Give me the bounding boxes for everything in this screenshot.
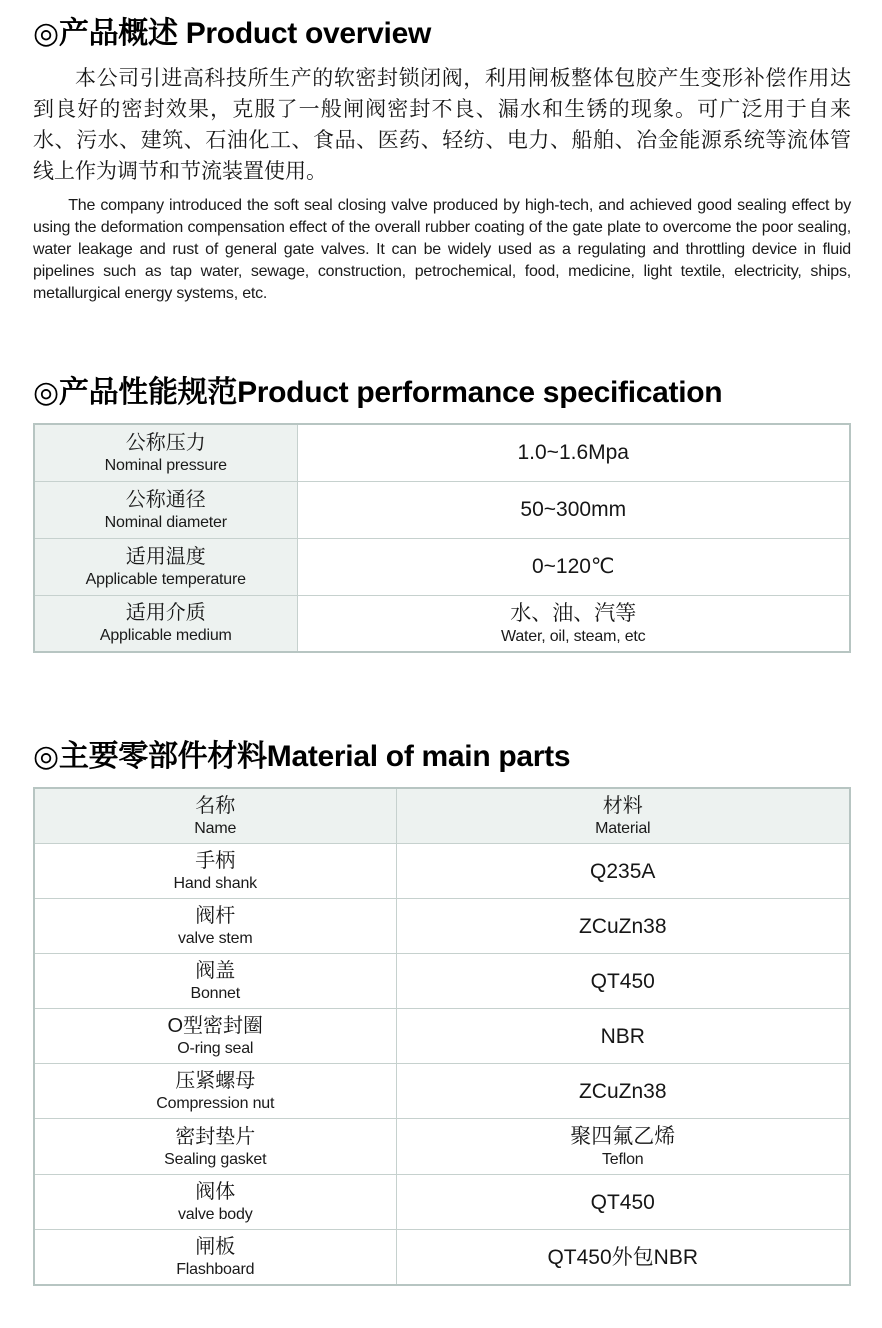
performance-row-pressure [34, 424, 850, 481]
spec-value: 50~300mm [520, 498, 627, 521]
part-name-en: Compression nut [156, 1095, 275, 1112]
part-name-cell [34, 1064, 396, 1119]
performance-row-temperature [34, 538, 850, 595]
part-name-zh: 手柄 [195, 850, 236, 872]
materials-header-material [396, 788, 850, 844]
material-row-o-ring-seal [34, 1009, 850, 1064]
spec-label-cell [34, 424, 297, 481]
spec-label-zh: 适用温度 [125, 545, 206, 568]
part-material-cell [396, 1119, 850, 1175]
part-material-cell [396, 844, 850, 899]
part-name-en: Hand shank [173, 875, 257, 892]
material-row-hand-shank [34, 844, 850, 899]
part-material: ZCuZn38 [578, 1079, 667, 1103]
material-row-sealing-gasket [34, 1119, 850, 1175]
material-row-valve-stem [34, 899, 850, 954]
section-title-overview: ◎产品概述 Product overview [33, 17, 431, 50]
spec-label-en: Applicable temperature [85, 570, 246, 588]
section-title-performance: ◎产品性能规范Product performance specification [33, 376, 723, 409]
spec-label-en: Applicable medium [99, 627, 232, 645]
part-material-sub: Teflon [602, 1151, 644, 1168]
part-material: 聚四氟乙烯 [570, 1125, 676, 1148]
part-material-cell [396, 1175, 850, 1230]
part-material-cell [396, 954, 850, 1009]
part-name-zh: 闸板 [195, 1236, 236, 1258]
spec-label-zh: 公称通径 [125, 488, 206, 511]
part-name-zh: 阀盖 [195, 960, 236, 982]
part-material: Q235A [590, 859, 656, 883]
part-material: QT450外包NBR [547, 1245, 699, 1269]
part-material-cell [396, 899, 850, 954]
spec-value-sub: Water, oil, steam, etc [501, 627, 646, 645]
part-name-zh: 密封垫片 [175, 1125, 256, 1148]
spec-label-cell [34, 481, 297, 538]
section-title-materials: ◎主要零部件材料Material of main parts [33, 740, 571, 773]
spec-label-cell [34, 538, 297, 595]
spec-label-cell [34, 595, 297, 652]
material-row-compression-nut [34, 1064, 850, 1119]
part-name-zh: 阀杆 [195, 905, 236, 927]
part-material: QT450 [590, 969, 655, 993]
overview-paragraph-en: The company introduced the soft seal closing valve produced by high-tech, and achieved good sealing effect by using the deformation compensation effect of the overall rubber coating of the gate plate to overcome the poor sealing, water leakage and rust of general gate valves. It can be widely used as a regulating and throttling device in fluid pipelines such as tap water, sewage, construction, petrochemical, food, medicine, light textile, electricity, ships, metallurgical energy systems, etc. [33, 197, 851, 302]
spec-label-zh: 公称压力 [125, 431, 206, 454]
material-row-flashboard [34, 1230, 850, 1286]
spec-value: 水、油、汽等 [510, 601, 637, 625]
part-name-cell [34, 899, 396, 954]
part-name-en: Bonnet [190, 985, 240, 1002]
part-name-zh: O型密封圈 [167, 1015, 264, 1037]
spec-label-en: Nominal pressure [104, 456, 227, 474]
spec-value-cell [297, 595, 850, 652]
part-name-en: Flashboard [176, 1261, 255, 1278]
part-material-cell [396, 1009, 850, 1064]
part-name-en: valve stem [178, 930, 253, 947]
part-name-en: O-ring seal [177, 1040, 254, 1057]
material-row-bonnet [34, 954, 850, 1009]
part-material: QT450 [590, 1190, 655, 1214]
part-name-en: valve body [178, 1206, 253, 1223]
part-material-cell [396, 1230, 850, 1286]
materials-table [33, 787, 851, 1286]
header-name-en: Name [194, 820, 237, 837]
part-name-zh: 阀体 [195, 1181, 236, 1203]
spec-value-cell [297, 424, 850, 481]
material-row-valve-body [34, 1175, 850, 1230]
spec-label-zh: 适用介质 [125, 602, 206, 625]
part-name-cell [34, 1119, 396, 1175]
part-name-cell [34, 1009, 396, 1064]
part-material: ZCuZn38 [578, 914, 667, 938]
part-material: NBR [600, 1024, 645, 1048]
materials-header-name [34, 788, 396, 844]
part-name-cell [34, 1230, 396, 1286]
materials-header-row [34, 788, 850, 844]
header-name-zh: 名称 [195, 795, 236, 817]
part-material-cell [396, 1064, 850, 1119]
spec-value-cell [297, 538, 850, 595]
part-name-zh: 压紧螺母 [175, 1070, 256, 1092]
part-name-cell [34, 1175, 396, 1230]
part-name-cell [34, 844, 396, 899]
performance-spec-table [33, 423, 851, 653]
catalog-page [0, 14, 882, 1286]
spec-value-cell [297, 481, 850, 538]
part-name-cell [34, 954, 396, 1009]
header-material-en: Material [595, 820, 651, 837]
overview-paragraph-zh: 本公司引进高科技所生产的软密封锁闭阀，利用闸板整体包胶产生变形补偿作用达到良好的密封效果，克服了一般闸阀密封不良、漏水和生锈的现象。可广泛用于自来水、污水、建筑、石油化工、食品、医药、轻纺、电力、船舶、冶金能源系统等流体管线上作为调节和节流装置使用。 [33, 67, 851, 183]
performance-row-diameter [34, 481, 850, 538]
spec-value: 1.0~1.6Mpa [517, 441, 629, 465]
spec-value: 0~120℃ [531, 555, 615, 578]
part-name-en: Sealing gasket [164, 1150, 267, 1168]
header-material-zh: 材料 [602, 795, 643, 817]
spec-label-en: Nominal diameter [104, 513, 227, 531]
performance-row-medium [34, 595, 850, 652]
